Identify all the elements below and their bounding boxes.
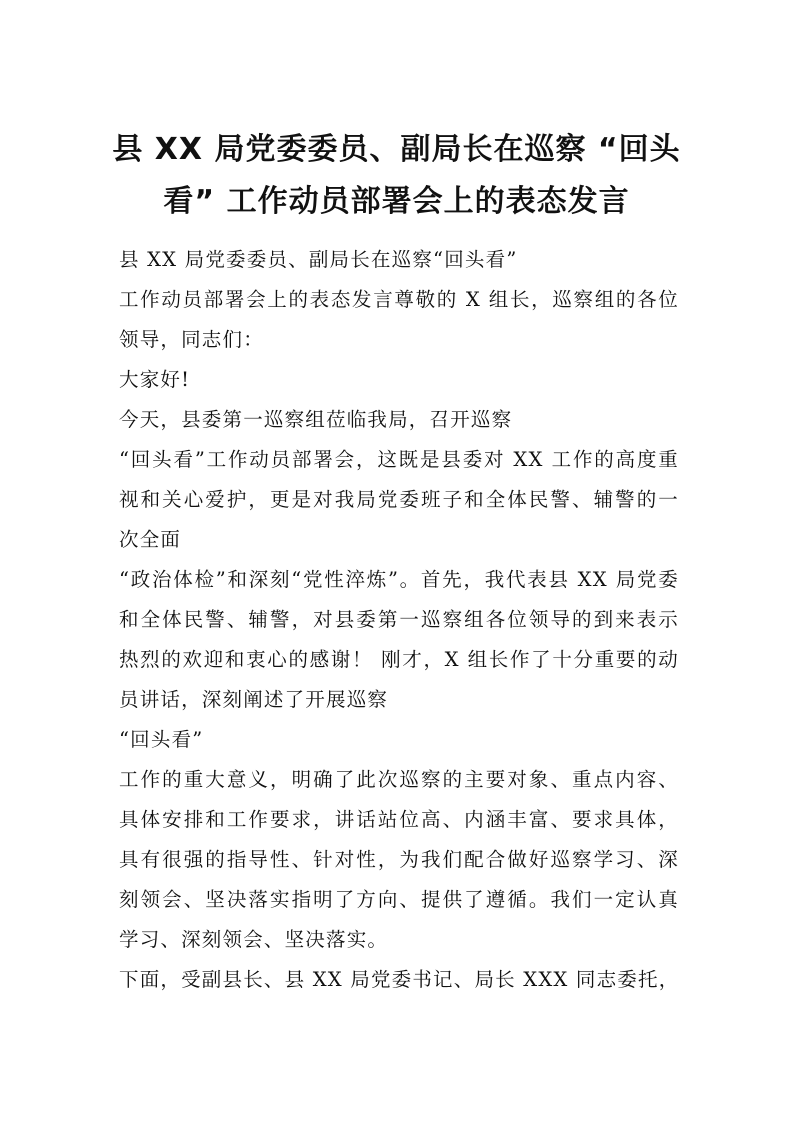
document-body <box>119 240 679 1000</box>
body-line: 刻领会、坚决落实指明了方向、提供了遵循。我们一定认真 <box>119 888 679 911</box>
body-line: 员讲话，深刻阐述了开展巡察 <box>119 688 389 711</box>
body-line: “回头看”工作动员部署会，这既是县委对 XX 工作的高度重 <box>119 448 679 471</box>
body-line: 工作的重大意义，明确了此次巡察的主要对象、重点内容、 <box>119 768 679 791</box>
body-line: 下面，受副县长、县 XX 局党委书记、局长 XXX 同志委托， <box>119 968 679 991</box>
title-line-1: 县 XX 局党委委员、副局长在巡察 “回头 <box>112 132 681 167</box>
body-line: 领导，同志们： <box>119 328 264 351</box>
body-line: 具体安排和工作要求，讲话站位高、内涵丰富、要求具体， <box>119 808 679 831</box>
body-line: 热烈的欢迎和衷心的感谢！ 刚才，X 组长作了十分重要的动 <box>119 648 679 671</box>
body-line: 具有很强的指导性、针对性，为我们配合做好巡察学习、深 <box>119 848 679 871</box>
body-line: “回头看” <box>119 728 204 751</box>
document-title <box>110 124 683 228</box>
body-line: 今天，县委第一巡察组莅临我局，召开巡察 <box>119 408 513 431</box>
body-line: 学习、深刻领会、坚决落实。 <box>119 928 389 951</box>
title-line-2: 看” 工作动员部署会上的表态发言 <box>163 184 630 219</box>
body-line: “政治体检”和深刻“党性淬炼”。首先，我代表县 XX 局党委 <box>119 568 679 591</box>
body-line: 和全体民警、辅警，对县委第一巡察组各位领导的到来表示 <box>119 608 679 631</box>
body-line: 视和关心爱护，更是对我局党委班子和全体民警、辅警的一 <box>119 488 679 511</box>
body-line: 大家好! <box>119 368 191 391</box>
body-line: 县 XX 局党委委员、副局长在巡察“回头看” <box>119 248 518 271</box>
body-line: 工作动员部署会上的表态发言尊敬的 X 组长，巡察组的各位 <box>119 288 679 311</box>
body-line: 次全面 <box>119 528 182 551</box>
